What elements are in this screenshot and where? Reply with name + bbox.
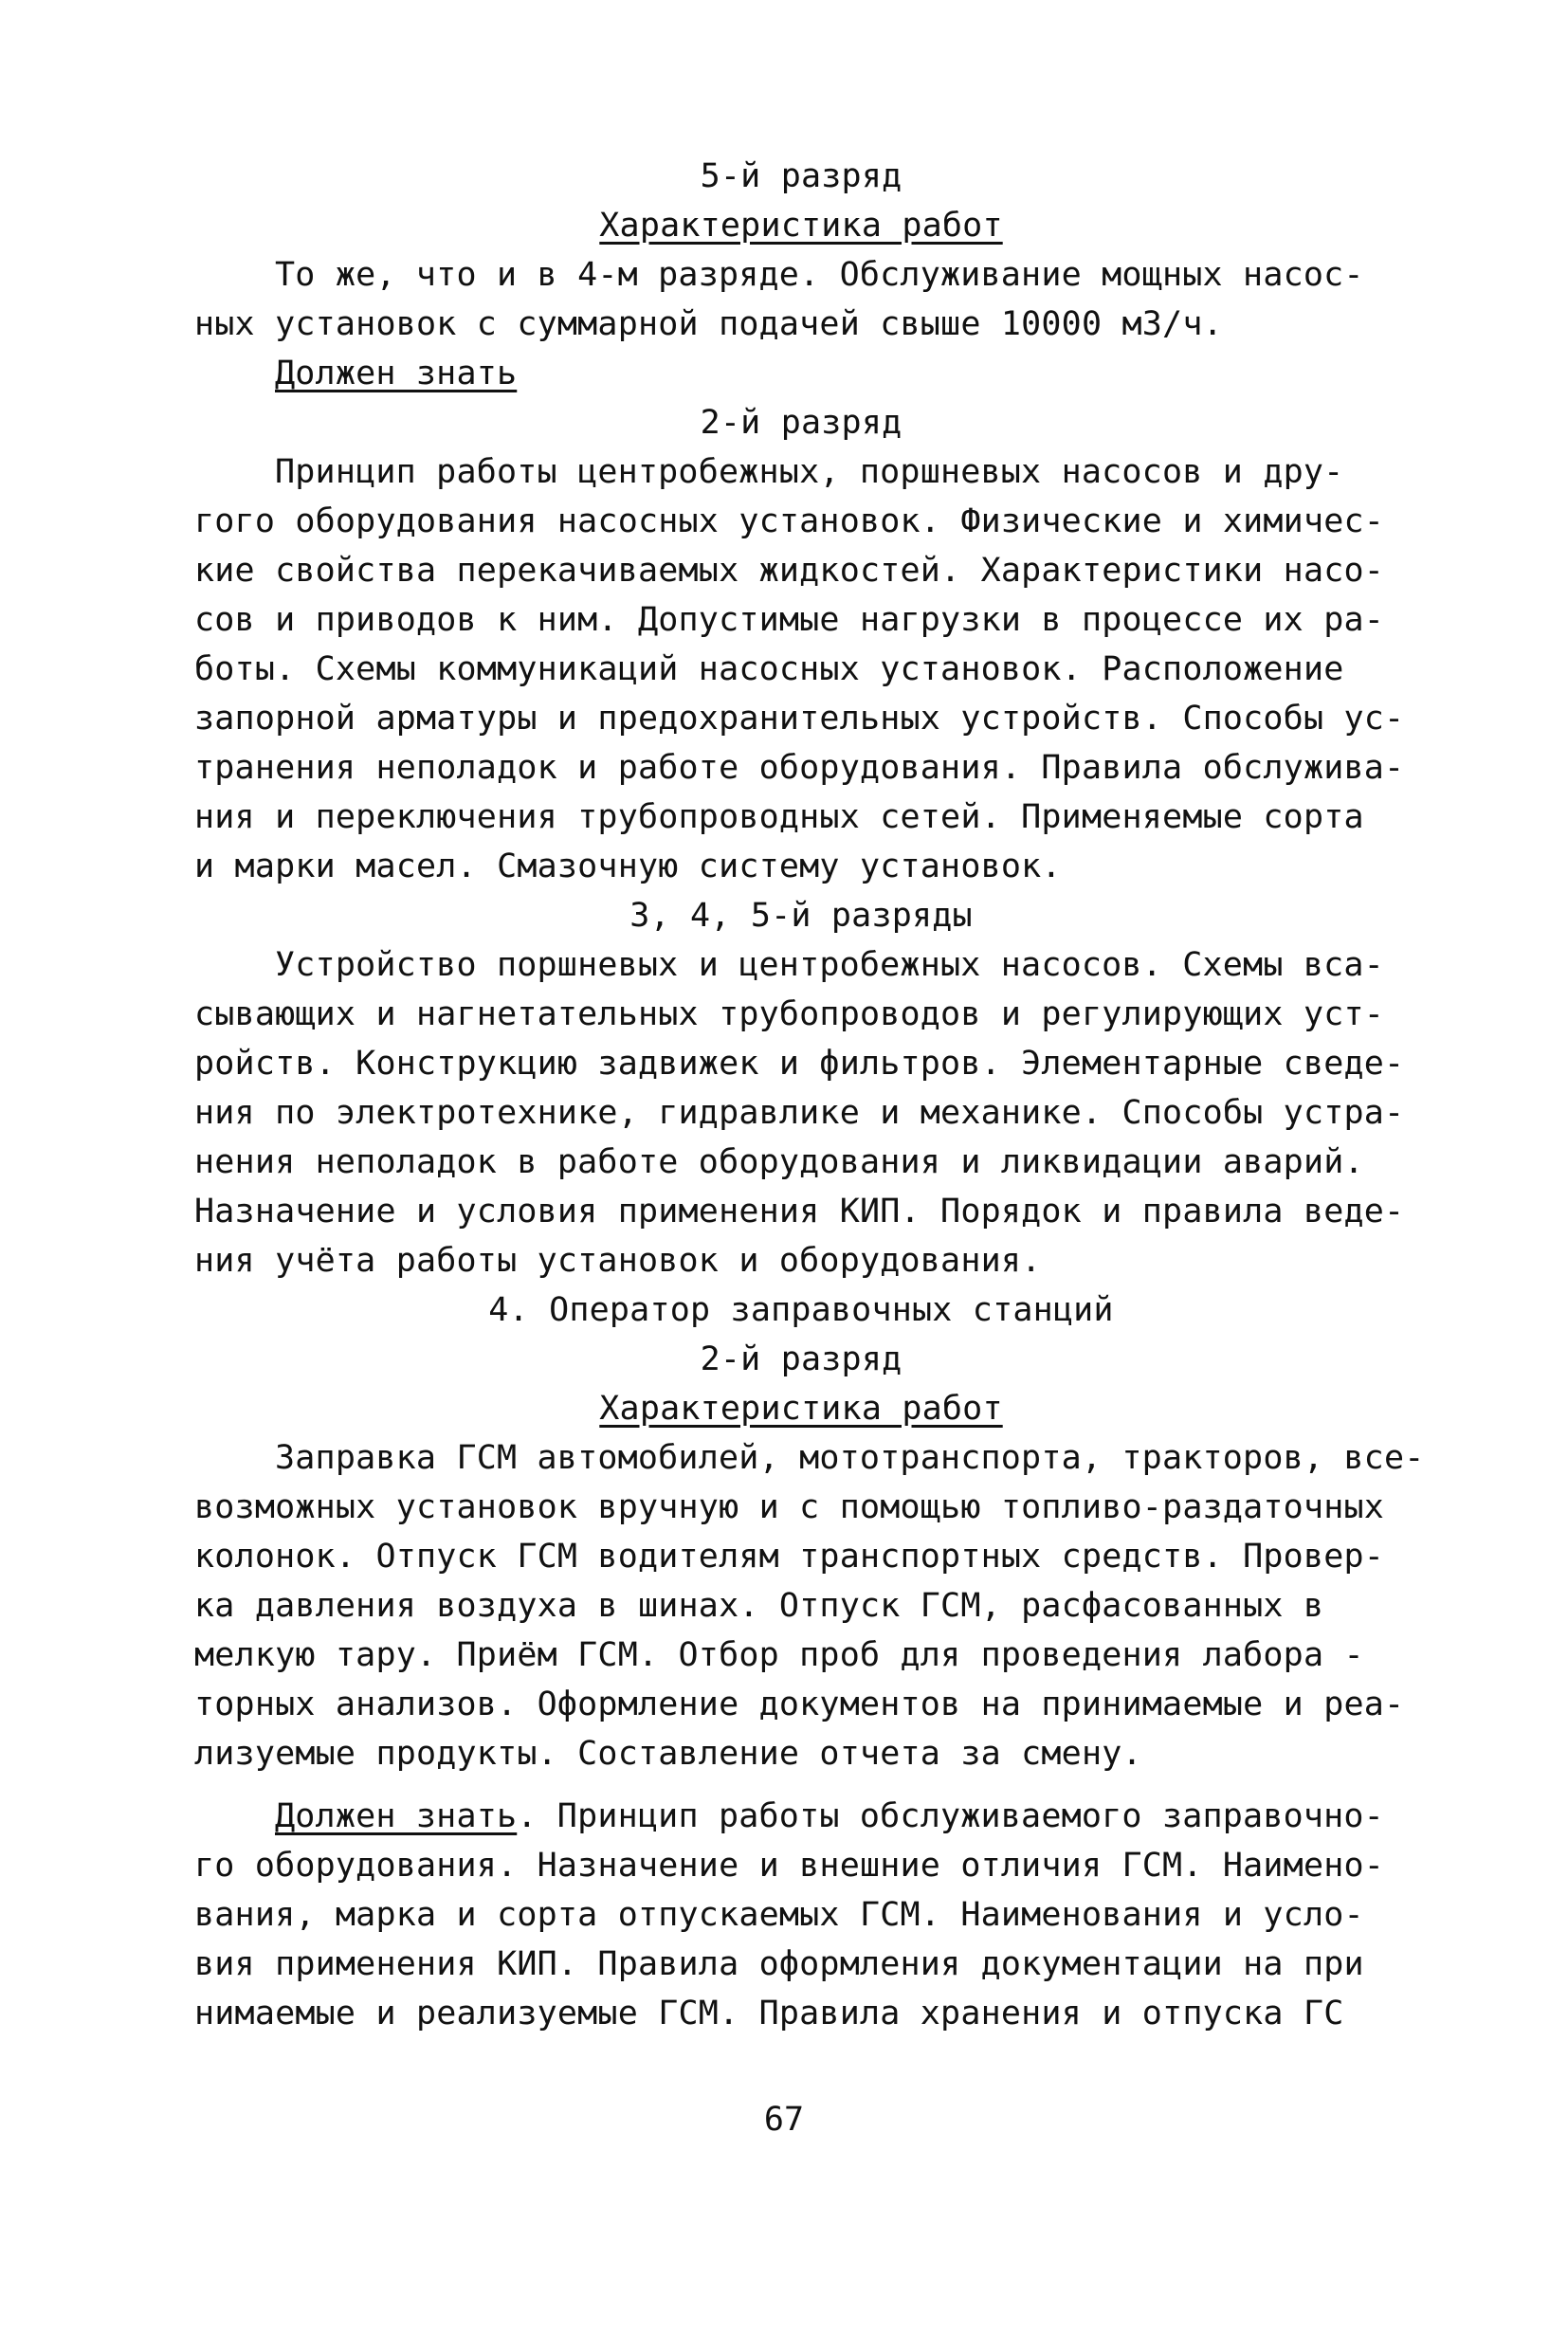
grades-345-title: 3, 4, 5-й разряды	[629, 897, 973, 935]
work-characteristics-heading: Характеристика работ	[599, 1390, 1003, 1428]
text-line: ния учёта работы установок и оборудования.	[194, 1242, 1042, 1280]
text-line: Заправка ГСМ автомобилей, мототранспорта, тракторов, все-	[275, 1439, 1425, 1477]
text-line: Устройство поршневых и центробежных насосов. Схемы вса-	[275, 946, 1384, 984]
text-line: лизуемые продукты. Составление отчета за смену.	[194, 1735, 1142, 1773]
text-line: нимаемые и реализуемые ГСМ. Правила хранения и отпуска ГС	[194, 1995, 1344, 2032]
text-line: То же, что и в 4-м разряде. Обслуживание мощных насос-	[275, 256, 1364, 294]
must-know-paragraph-start	[194, 1792, 1408, 1841]
text-line: торных анализов. Оформление документов на принимаемые и реа-	[194, 1686, 1405, 1723]
must-know-heading: Должен знать	[275, 355, 518, 392]
must-know-heading: Должен знать	[275, 1797, 518, 1835]
text-fragment: . Принцип работы обслуживаемого заправочно-	[517, 1797, 1384, 1835]
profession-title: 4. Оператор заправочных станций	[488, 1291, 1114, 1329]
text-line: колонок. Отпуск ГСМ водителям транспортных средств. Провер-	[194, 1538, 1385, 1576]
text-line: вия применения КИП. Правила оформления документации на при	[194, 1945, 1364, 1983]
text-line: го оборудования. Назначение и внешние отличия ГСМ. Наимено-	[194, 1847, 1385, 1885]
grade-2-title: 2-й разряд	[700, 404, 903, 442]
text-line: возможных установок вручную и с помощью топливо-раздаточных	[194, 1488, 1385, 1526]
text-line: нения неполадок в работе оборудования и ликвидации аварий.	[194, 1143, 1364, 1181]
work-characteristics-heading: Характеристика работ	[599, 207, 1003, 245]
page-number: 67	[763, 2101, 805, 2139]
text-line: сывающих и нагнетательных трубопроводов и регулирующих уст-	[194, 995, 1385, 1033]
text-line: ка давления воздуха в шинах. Отпуск ГСМ, расфасованных в	[194, 1587, 1324, 1625]
text-line: боты. Схемы коммуникаций насосных установок. Расположение	[194, 650, 1344, 688]
grade-2-title: 2-й разряд	[700, 1340, 903, 1378]
text-line: ных установок с суммарной подачей свыше 10000 м3/ч.	[194, 305, 1223, 343]
text-line: и марки масел. Смазочную систему установок.	[194, 847, 1062, 885]
text-line: ния и переключения трубопроводных сетей. Применяемые сорта	[194, 798, 1364, 836]
text-line: вания, марка и сорта отпускаемых ГСМ. Наименования и усло-	[194, 1896, 1364, 1934]
text-line: ройств. Конструкцию задвижек и фильтров. Элементарные сведе-	[194, 1045, 1405, 1083]
text-line: запорной арматуры и предохранительных устройств. Способы ус-	[194, 700, 1405, 738]
text-line: транения неполадок и работе оборудования. Правила обслужива-	[194, 749, 1405, 787]
text-line: Принцип работы центробежных, поршневых насосов и дру-	[275, 453, 1344, 491]
text-area	[194, 152, 1425, 2038]
text-line: сов и приводов к ним. Допустимые нагрузки в процессе их ра-	[194, 601, 1385, 639]
text-line: ния по электротехнике, гидравлике и механике. Способы устра-	[194, 1094, 1405, 1132]
grade-5-title: 5-й разряд	[700, 157, 903, 195]
text-line: гого оборудования насосных установок. Физические и химичес-	[194, 502, 1385, 540]
text-line: мелкую тару. Приём ГСМ. Отбор проб для проведения лабора -	[194, 1636, 1364, 1674]
text-line: кие свойства перекачиваемых жидкостей. Характеристики насо-	[194, 552, 1385, 590]
text-line: Назначение и условия применения КИП. Порядок и правила веде-	[194, 1193, 1405, 1230]
